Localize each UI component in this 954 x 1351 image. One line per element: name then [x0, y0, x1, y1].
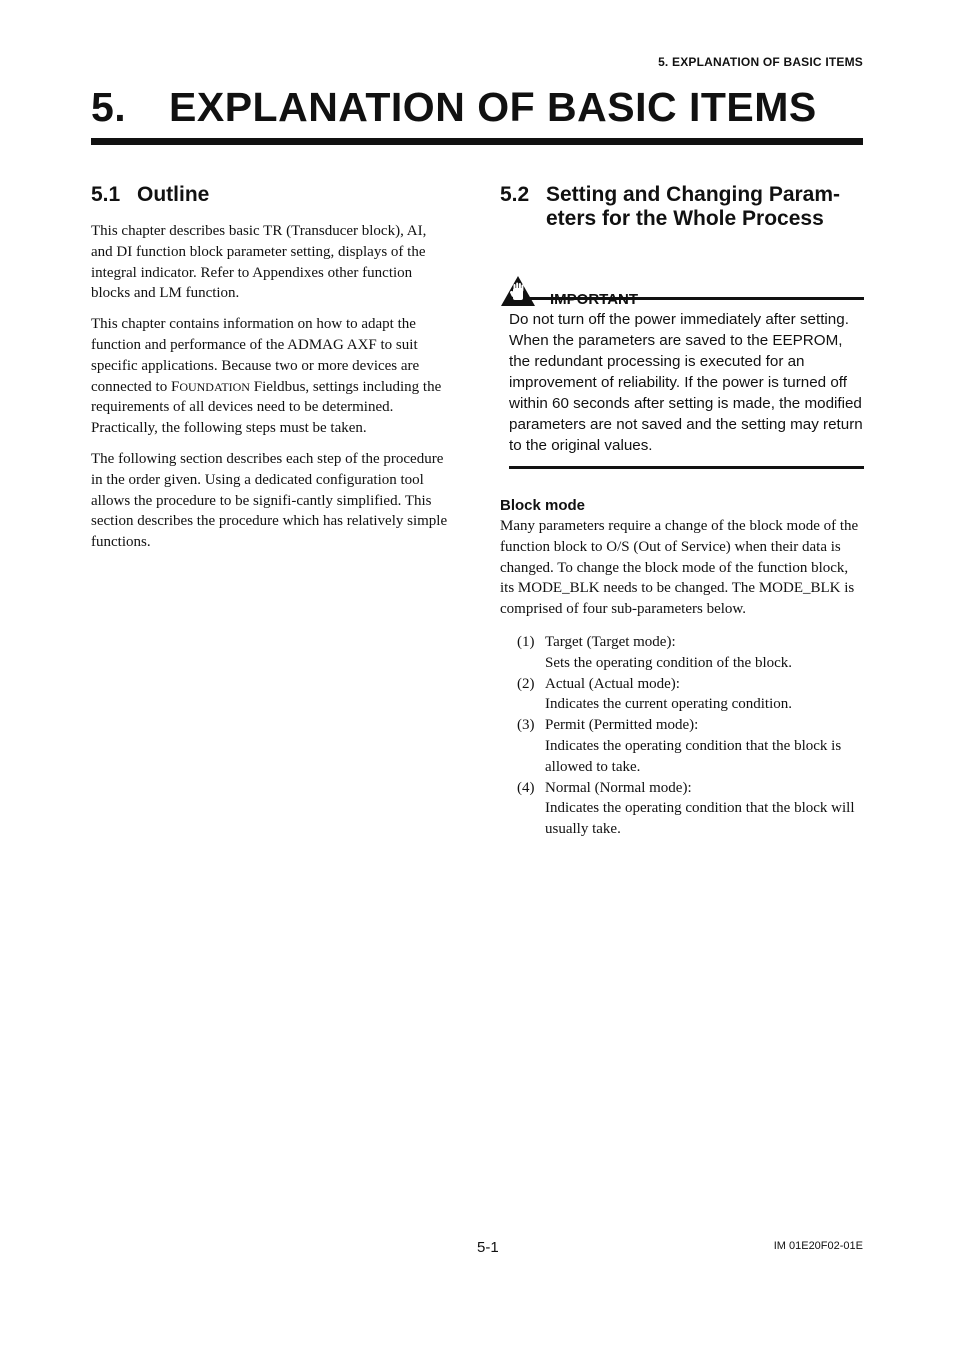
- list-item-desc: Sets the operating condition of the block.: [545, 654, 793, 671]
- list-item: [517, 715, 864, 777]
- list-item-body: [545, 674, 792, 716]
- brand-initial: F: [170, 378, 180, 395]
- important-text: Do not turn off the power immediately after setting. When the parameters are saved to the EEPROM, the redundant processing is executed for an improvement of reliability. If the power is turned off within 60 seconds after setting is made, the modified parameters are not saved and the setting may return to the original values.: [509, 311, 863, 454]
- brand-rest: OUNDATION: [179, 379, 250, 394]
- important-notice-header: [500, 275, 864, 315]
- list-item-number: (1): [517, 633, 535, 650]
- title-rule: [91, 138, 863, 145]
- list-item-label: Normal (Normal mode):: [545, 779, 692, 796]
- important-bottom-rule: [509, 466, 864, 469]
- right-column: [500, 183, 864, 840]
- left-column: [91, 183, 451, 553]
- list-item-body: [545, 778, 864, 840]
- paragraph-text: This chapter contains information on how to adapt the function and performance of the ADMAG AXF to suit specific applications. Because two or more devices are connected to: [91, 316, 420, 395]
- important-label: IMPORTANT: [550, 291, 639, 308]
- document-id: IM 01E20F02-01E: [773, 1240, 863, 1252]
- outline-paragraph-3: The following section describes each step of the procedure in the order given. Using a dedicated configuration tool allows the procedure to be signifi-cantly simplified. This section describes the procedure which has relatively simple functions.: [91, 450, 448, 551]
- paragraph-text: Fieldbus, settings including the requirements of all devices need to be determined. Practically, the following steps must be taken.: [91, 378, 442, 437]
- section-title: Outline: [137, 183, 210, 206]
- warning-hand-icon: [500, 275, 536, 307]
- chapter-title: [91, 84, 817, 131]
- list-item-number: (3): [517, 717, 535, 734]
- outline-paragraph-2: [91, 314, 451, 439]
- section-number: 5.1: [91, 183, 121, 206]
- chapter-title-text: EXPLANATION OF BASIC ITEMS: [169, 84, 817, 130]
- mode-list: [500, 632, 864, 840]
- list-item-label: Actual (Actual mode):: [545, 675, 680, 692]
- list-item: [517, 632, 864, 674]
- list-item: [517, 674, 864, 716]
- page-number: 5-1: [477, 1239, 499, 1256]
- list-item-body: [545, 632, 792, 674]
- list-item-label: Target (Target mode):: [545, 633, 676, 650]
- block-mode-heading: Block mode: [500, 497, 586, 514]
- list-item-number: (4): [517, 779, 535, 796]
- list-item-body: [545, 715, 864, 777]
- chapter-number: 5.: [91, 84, 127, 130]
- list-item-desc: Indicates the operating condition that the block is allowed to take.: [545, 737, 842, 775]
- section-title: Setting and Changing Param-eters for the Whole Process: [546, 183, 841, 230]
- outline-paragraph-1: This chapter describes basic TR (Transducer block), AI, and DI function block parameter setting, displays of the integral indicator. Refer to Appendixes other function blocks and LM function.: [91, 223, 427, 302]
- list-item-label: Permit (Permitted mode):: [545, 717, 699, 734]
- list-item-number: (2): [517, 675, 535, 692]
- block-mode-paragraph: Many parameters require a change of the block mode of the function block to O/S (Out of Service) when their data is changed. To change the block mode of the function block, its MODE_BLK needs to be changed. The MODE_BLK is comprised of four sub-parameters below.: [500, 518, 859, 618]
- section-number: 5.2: [500, 183, 530, 206]
- section-heading-setting: [500, 183, 864, 231]
- list-item-desc: Indicates the current operating condition.: [545, 696, 792, 713]
- list-item: [517, 778, 864, 840]
- list-item-desc: Indicates the operating condition that the block will usually take.: [545, 800, 855, 838]
- section-heading-outline: [91, 183, 451, 207]
- running-header: 5. EXPLANATION OF BASIC ITEMS: [658, 55, 863, 69]
